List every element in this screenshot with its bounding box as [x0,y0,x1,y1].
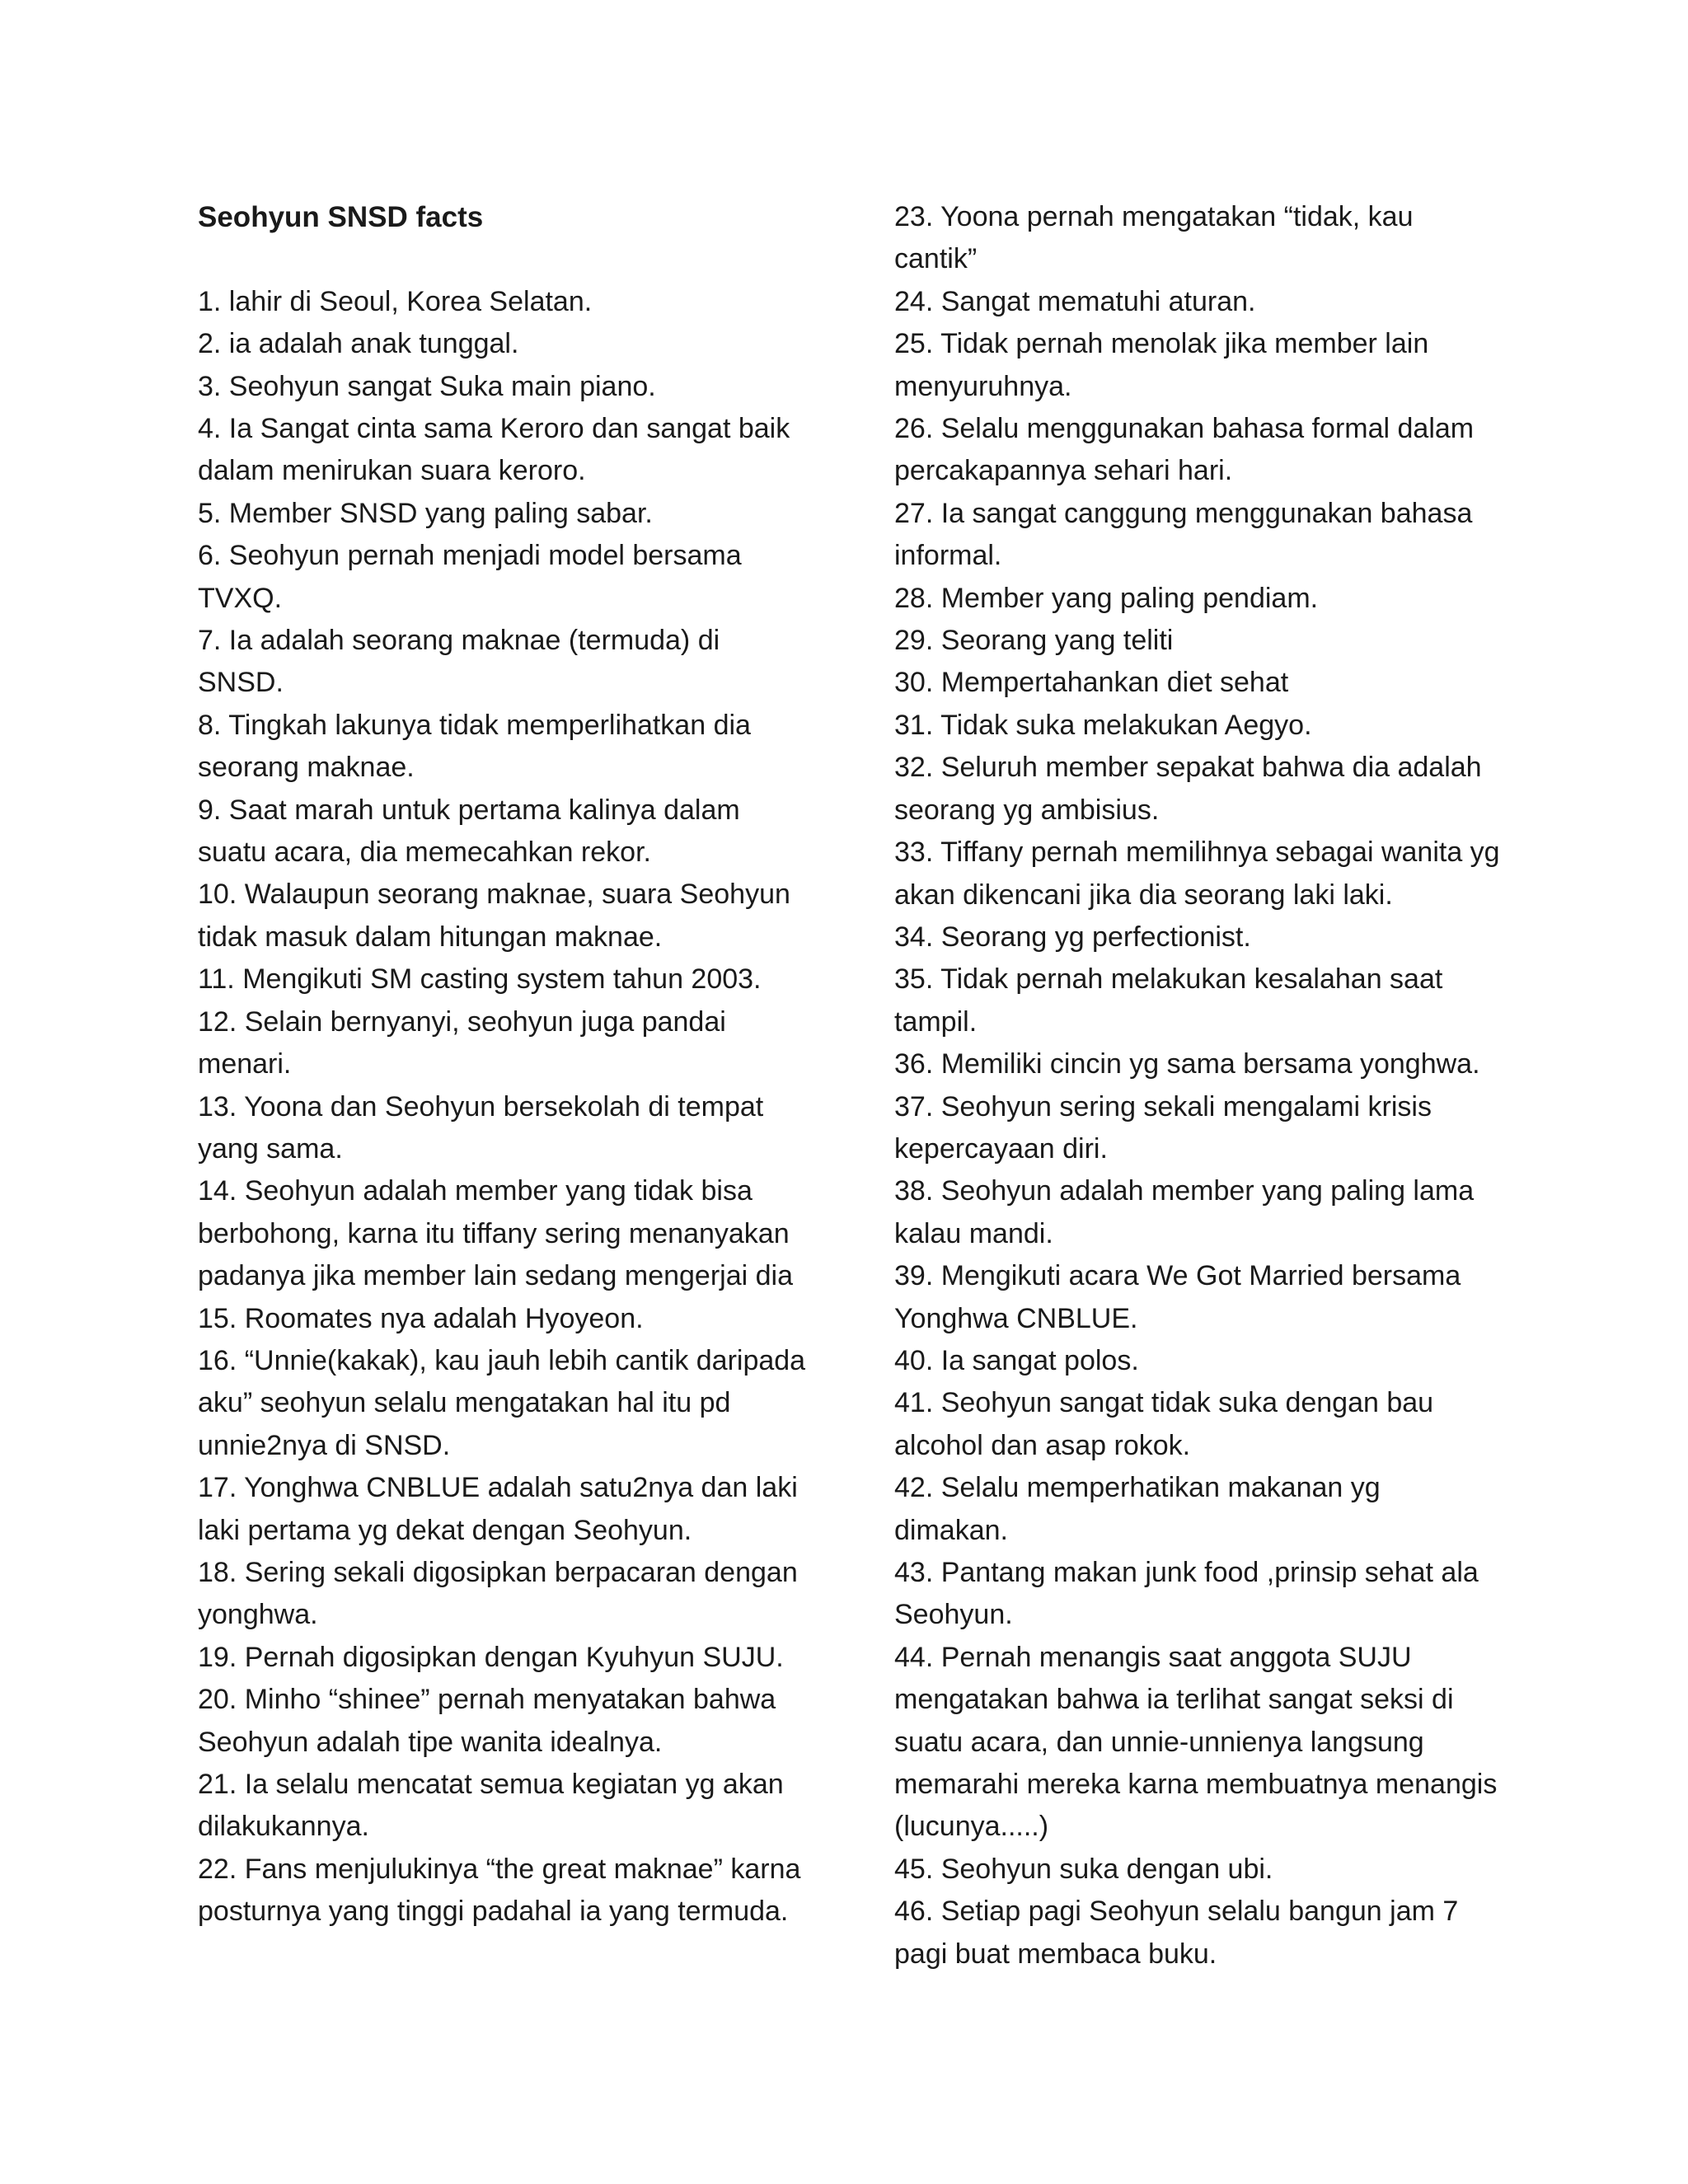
fact-item: 27. Ia sangat canggung menggunakan bahasa informal. [894,497,1473,572]
fact-item: 26. Selalu menggunakan bahasa formal dalam percakapannya sehari hari. [894,413,1475,487]
fact-item: 11. Mengikuti SM casting system tahun 2003. [198,963,762,996]
fact-item: 29. Seorang yang teliti [894,625,1174,657]
fact-item: 23. Yoona pernah mengatakan “tidak, kau cantik” [894,201,1414,275]
fact-item: 38. Seohyun adalah member yang paling lama kalau mandi. [894,1175,1475,1249]
fact-item: 41. Seohyun sangat tidak suka dengan bau alcohol dan asap rokok. [894,1387,1434,1461]
fact-item: 18. Sering sekali digosipkan berpacaran dengan yonghwa. [198,1556,798,1631]
fact-item: 31. Tidak suka melakukan Aegyo. [894,709,1312,741]
fact-item: 43. Pantang makan junk food ,prinsip sehat ala Seohyun. [894,1557,1479,1631]
fact-item: 15. Roomates nya adalah Hyoyeon. [198,1302,644,1334]
fact-item: 21. Ia selalu mencatat semua kegiatan yg akan dilakukannya. [198,1769,784,1843]
fact-item: 3. Seohyun sangat Suka main piano. [198,370,656,402]
fact-item: 37. Seohyun sering sekali mengalami krisis kepercayaan diri. [894,1090,1432,1165]
fact-item: 8. Tingkah lakunya tidak memperlihatkan dia seorang maknae. [198,709,751,784]
right-column [894,196,1500,1975]
fact-item: 42. Selalu memperhatikan makanan yg dimakan. [894,1472,1381,1546]
fact-item: 2. ia adalah anak tunggal. [198,328,519,360]
fact-item: 13. Yoona dan Seohyun bersekolah di tempat yang sama. [198,1090,764,1165]
fact-item: 39. Mengikuti acara We Got Married bersama Yonghwa CNBLUE. [894,1260,1461,1334]
fact-item: 6. Seohyun pernah menjadi model bersama TVXQ. [198,540,742,614]
fact-item: 4. Ia Sangat cinta sama Keroro dan sangat baik dalam menirukan suara keroro. [198,413,790,487]
fact-item: 45. Seohyun suka dengan ubi. [894,1853,1273,1885]
fact-item: 12. Selain bernyanyi, seohyun juga pandai menari. [198,1005,726,1080]
fact-item: 34. Seorang yg perfectionist. [894,921,1251,953]
fact-list-left [198,281,808,1933]
fact-item: 10. Walaupun seorang maknae, suara Seohyun tidak masuk dalam hitungan maknae. [198,879,790,953]
left-column [198,196,808,1933]
document-title: Seohyun SNSD facts [198,201,484,233]
fact-item: 46. Setiap pagi Seohyun selalu bangun jam 7 pagi buat membaca buku. [894,1896,1459,1970]
fact-item: 1. lahir di Seoul, Korea Selatan. [198,285,593,317]
fact-item: 32. Seluruh member sepakat bahwa dia adalah seorang yg ambisius. [894,752,1482,826]
fact-item: 44. Pernah menangis saat anggota SUJU mengatakan bahwa ia terlihat sangat seksi di suatu acara, dan unnie-unnienya langsung memarahi mereka karna membuatnya menangis (lucunya.....) [894,1641,1498,1843]
fact-item: 35. Tidak pernah melakukan kesalahan saat tampil. [894,963,1443,1038]
fact-item: 16. “Unnie(kakak), kau jauh lebih cantik daripada aku” seohyun selalu mengatakan hal itu pd unnie2nya di SNSD. [198,1344,806,1461]
fact-item: 36. Memiliki cincin yg sama bersama yonghwa. [894,1048,1480,1080]
fact-item: 14. Seohyun adalah member yang tidak bisa berbohong, karna itu tiffany sering menanyakan padanya jika member lain sedang mengerjai dia [198,1175,793,1292]
fact-item: 22. Fans menjulukinya “the great maknae” karna posturnya yang tinggi padahal ia yang termuda. [198,1853,801,1928]
fact-list-right [894,196,1500,1975]
fact-item: 17. Yonghwa CNBLUE adalah satu2nya dan laki laki pertama yg dekat dengan Seohyun. [198,1472,798,1546]
fact-item: 28. Member yang paling pendiam. [894,582,1319,614]
fact-item: 9. Saat marah untuk pertama kalinya dalam suatu acara, dia memecahkan rekor. [198,794,740,869]
fact-item: 20. Minho “shinee” pernah menyatakan bahwa Seohyun adalah tipe wanita idealnya. [198,1684,776,1758]
fact-item: 19. Pernah digosipkan dengan Kyuhyun SUJU. [198,1641,784,1673]
fact-item: 33. Tiffany pernah memilihnya sebagai wanita yg akan dikencani jika dia seorang laki laki. [894,837,1500,911]
fact-item: 40. Ia sangat polos. [894,1344,1139,1376]
fact-item: 5. Member SNSD yang paling sabar. [198,497,653,529]
fact-item: 7. Ia adalah seorang maknae (termuda) di SNSD. [198,625,720,699]
fact-item: 24. Sangat mematuhi aturan. [894,285,1256,317]
fact-item: 30. Mempertahankan diet sehat [894,667,1289,699]
fact-item: 25. Tidak pernah menolak jika member lain menyuruhnya. [894,328,1429,402]
